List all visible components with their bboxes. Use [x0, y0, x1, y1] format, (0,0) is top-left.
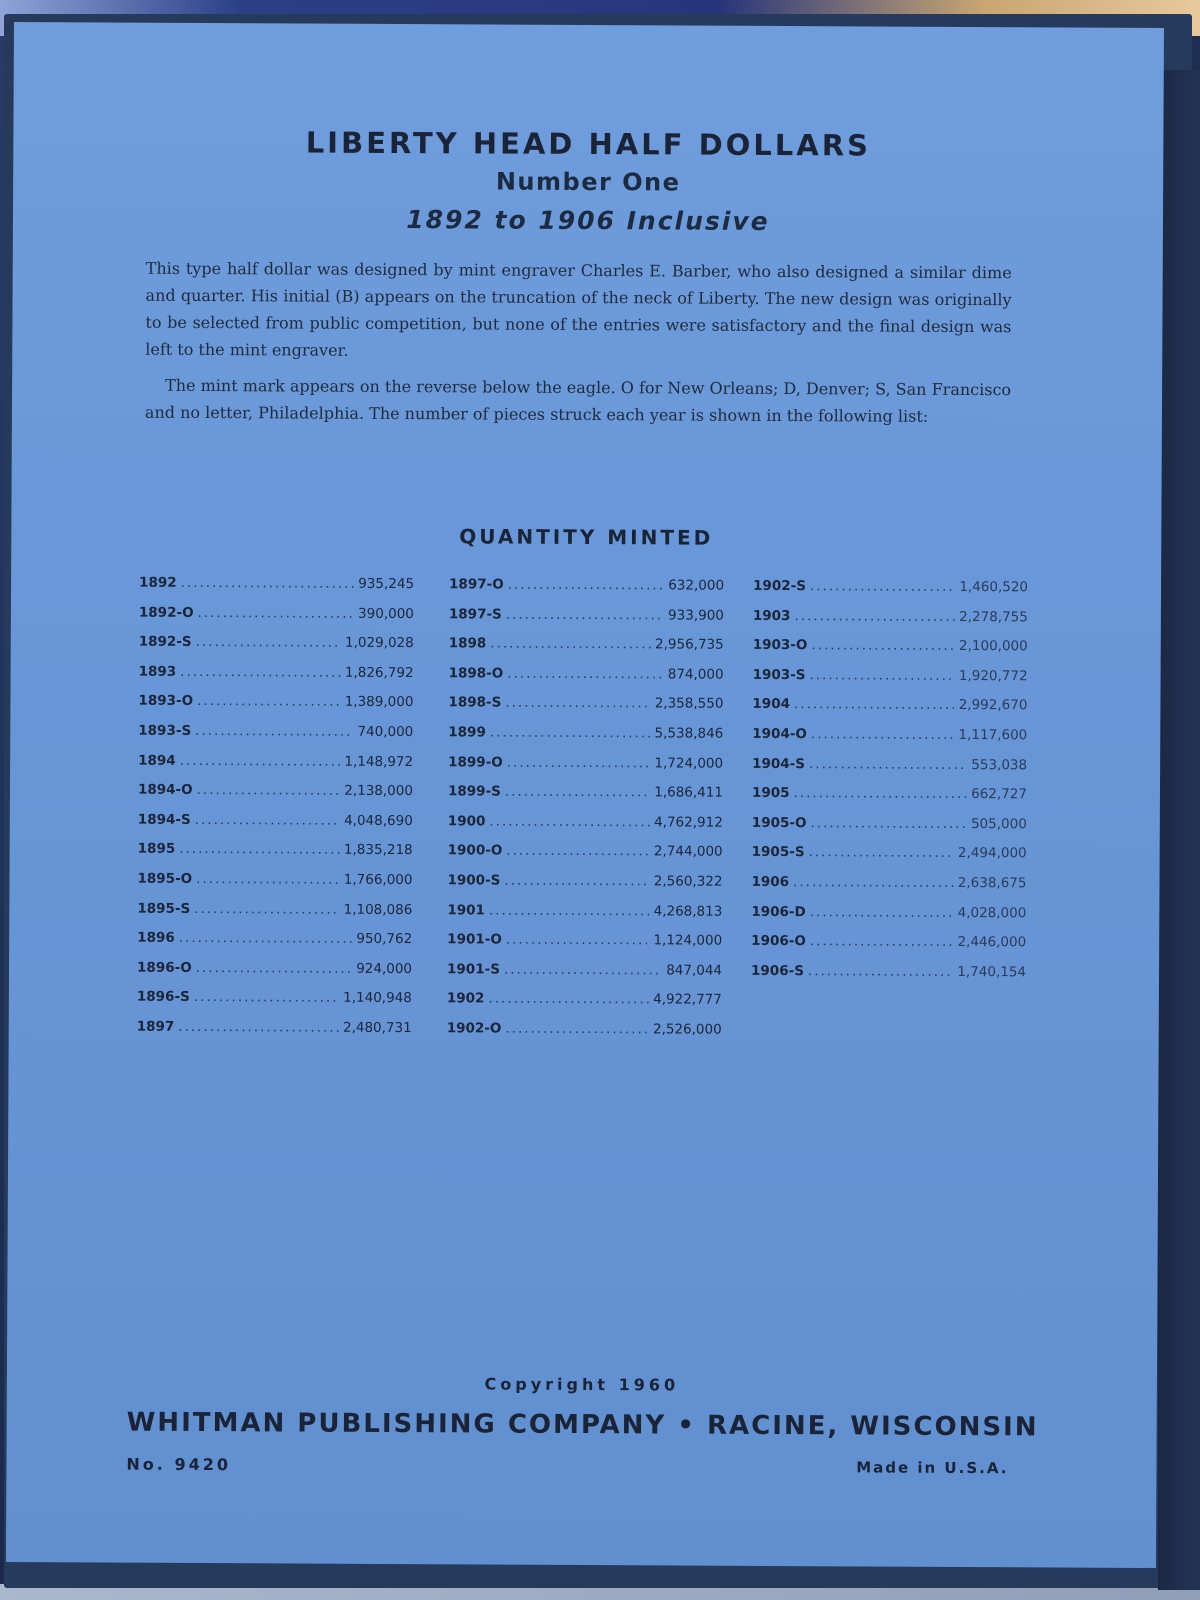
mintage-year: 1900 [447, 813, 486, 830]
mintage-entry [447, 1020, 722, 1051]
mintage-entry [752, 844, 1027, 875]
mintage-entry [448, 783, 723, 814]
mintage-entry [753, 578, 1028, 609]
dot-leader [810, 578, 955, 595]
mintage-entry [752, 696, 1027, 727]
mintage-entry [447, 931, 722, 962]
mintage-year: 1897-S [448, 605, 502, 623]
dot-leader [504, 961, 662, 978]
mintage-year: 1904 [752, 696, 791, 713]
dot-leader [194, 900, 339, 917]
mintage-quantity: 505,000 [970, 815, 1027, 833]
mintage-quantity: 874,000 [667, 666, 724, 683]
mintage-entry [447, 991, 722, 1022]
mintage-year: 1896 [137, 929, 175, 946]
mintage-quantity: 2,526,000 [652, 1021, 722, 1038]
intro-paragraph-2: The mint mark appears on the reverse below the eagle. O for New Orleans; D, Denver; S, San Francisco and no letter, Philadelphia. The number of pieces struck each year is shown in the following list: [144, 375, 1012, 426]
mintage-quantity: 1,740,154 [957, 963, 1027, 981]
mintage-quantity: 2,560,322 [653, 873, 723, 890]
mintage-quantity: 2,494,000 [957, 845, 1027, 862]
dot-leader [506, 606, 664, 623]
mintage-entry [447, 872, 722, 903]
mintage-year: 1905 [751, 785, 790, 802]
mintage-entry [137, 1019, 412, 1050]
mintage-year: 1898 [448, 635, 487, 652]
dot-leader [809, 667, 954, 684]
mintage-entry [448, 724, 723, 755]
dot-leader [488, 991, 649, 1008]
dot-leader [809, 756, 967, 773]
mintage-entry [752, 726, 1027, 757]
mintage-entry [138, 693, 413, 724]
mintage-entry [137, 989, 412, 1020]
mintage-year: 1906-O [751, 932, 806, 950]
mintage-quantity: 1,766,000 [343, 871, 413, 889]
mintage-year: 1903-O [752, 637, 808, 654]
mintage-year: 1899 [448, 724, 486, 741]
mintage-entry [449, 576, 724, 607]
dot-leader [808, 963, 953, 980]
mintage-year: 1900-O [447, 842, 503, 859]
mintage-year: 1900-S [447, 872, 501, 889]
dot-leader [489, 902, 650, 919]
mintage-quantity: 2,638,675 [957, 874, 1027, 892]
dot-leader [196, 960, 353, 977]
mintage-entry [753, 637, 1028, 668]
dot-leader [794, 696, 955, 713]
mintage-quantity: 1,148,972 [344, 753, 414, 770]
mintage-quantity: 2,480,731 [342, 1019, 412, 1037]
mintage-year: 1897-O [449, 576, 504, 593]
dot-leader [810, 933, 954, 950]
mintage-entry [751, 903, 1026, 934]
dot-leader [508, 577, 665, 594]
mintage-quantity: 1,029,028 [344, 634, 414, 652]
mintage-year: 1892-S [138, 633, 192, 651]
mintage-entry [448, 754, 723, 785]
mintage-year: 1895-S [137, 900, 191, 917]
quantity-minted-heading: QUANTITY MINTED [459, 524, 714, 550]
mintage-quantity: 1,124,000 [653, 932, 723, 949]
dot-leader [198, 605, 355, 622]
dot-leader [180, 752, 341, 769]
mintage-quantity: 2,992,670 [958, 697, 1028, 714]
dot-leader [197, 693, 341, 710]
mintage-entry [137, 959, 412, 990]
country-of-origin: Made in U.S.A. [856, 1458, 1009, 1478]
dot-leader [196, 634, 341, 651]
dot-leader [196, 871, 340, 888]
dot-leader [506, 932, 650, 949]
mintage-quantity: 553,038 [971, 756, 1028, 773]
mintage-year: 1898-S [448, 694, 502, 711]
mintage-entry [449, 635, 724, 666]
mintage-year: 1893-S [138, 722, 192, 739]
copyright-notice: Copyright 1960 [484, 1374, 680, 1395]
mintage-quantity: 1,117,600 [958, 726, 1028, 744]
mintage-quantity: 5,538,846 [654, 725, 724, 742]
dot-leader [811, 637, 955, 654]
mintage-entry [138, 723, 413, 754]
dot-leader [195, 723, 353, 740]
mintage-year: 1906-S [751, 962, 804, 979]
mintage-year: 1899-O [448, 753, 503, 771]
mintage-entry [751, 933, 1026, 964]
dot-leader [490, 724, 651, 741]
mintage-quantity: 950,762 [356, 930, 413, 948]
dot-leader [809, 845, 954, 862]
mintage-year: 1893 [138, 663, 177, 680]
mintage-year: 1902-O [446, 1020, 502, 1037]
mintage-year: 1896-S [136, 988, 190, 1006]
mintage-entry [138, 811, 413, 842]
coin-album-page [6, 22, 1164, 1568]
mintage-quantity: 2,278,755 [959, 608, 1028, 625]
dot-leader [194, 989, 339, 1006]
dot-leader [811, 726, 955, 743]
intro-paragraph-1: This type half dollar was designed by mint engraver Charles E. Barber, who also designed a similar dime and quarter. His initial (B) appears on the truncation of the neck of Liberty. The new design was originally to be selected from public competition, but none of the entries were satisfactory and the final design was left to the mint engraver. [145, 258, 1012, 360]
mintage-quantity: 1,140,948 [343, 990, 412, 1007]
mintage-year: 1894 [138, 752, 176, 769]
dot-leader [810, 904, 954, 921]
mintage-entry [447, 961, 722, 992]
mintage-entry [752, 667, 1027, 698]
mintage-quantity: 2,358,550 [654, 695, 724, 713]
mintage-year: 1896-O [137, 959, 192, 976]
mintage-year: 1903 [752, 607, 791, 624]
mintage-quantity: 1,108,086 [343, 901, 413, 918]
page-subtitle: Number One [495, 167, 681, 197]
mintage-year: 1897 [136, 1018, 175, 1035]
mintage-quantity: 2,956,735 [654, 636, 724, 653]
mintage-year: 1904-O [752, 725, 807, 743]
mintage-entry [751, 874, 1026, 905]
mintage-year: 1901-S [447, 960, 500, 978]
mintage-entry [752, 815, 1027, 846]
mintage-year: 1892 [139, 574, 177, 591]
mintage-entry [448, 813, 723, 844]
mintage-quantity: 1,724,000 [654, 754, 724, 772]
mintage-year: 1899-S [447, 783, 501, 800]
mintage-column-2 [447, 576, 724, 1051]
mintage-quantity: 4,268,813 [653, 902, 723, 920]
mintage-quantity: 4,028,000 [957, 904, 1027, 921]
album-spine [1158, 70, 1200, 1590]
dot-leader [195, 812, 340, 829]
mintage-entry [137, 871, 412, 902]
mintage-entry [139, 634, 414, 665]
mintage-entry [137, 930, 412, 961]
mintage-year: 1901-O [447, 931, 502, 948]
mintage-entry [753, 607, 1028, 638]
mintage-year: 1901 [447, 901, 485, 919]
mintage-entry [448, 695, 723, 726]
page-title: LIBERTY HEAD HALF DOLLARS [305, 125, 872, 163]
mintage-year: 1895 [137, 841, 176, 858]
mintage-entry [138, 663, 413, 694]
mintage-year: 1893-O [138, 693, 194, 710]
dot-leader [179, 930, 353, 947]
mintage-year: 1906 [751, 873, 790, 891]
mintage-quantity: 2,138,000 [344, 782, 414, 800]
mintage-entry [448, 843, 723, 874]
intro-text [145, 255, 1012, 440]
dot-leader [179, 841, 340, 858]
dot-leader [180, 664, 341, 681]
mintage-quantity: 1,686,411 [654, 784, 724, 801]
mintage-entry [137, 900, 412, 931]
dot-leader [505, 1020, 649, 1037]
mintage-quantity: 4,048,690 [344, 812, 413, 829]
mintage-quantity: 1,826,792 [344, 664, 414, 681]
dot-leader [507, 665, 664, 682]
page-heading [13, 122, 1164, 244]
dot-leader [181, 575, 355, 592]
mintage-quantity: 2,446,000 [957, 934, 1027, 951]
mintage-quantity: 390,000 [358, 605, 414, 622]
mintage-entry [138, 782, 413, 813]
mintage-entry [751, 963, 1026, 994]
mintage-entry [139, 575, 414, 606]
mintage-entry [138, 841, 413, 872]
mintage-entry [139, 604, 414, 635]
mintage-column-3 [751, 578, 1028, 994]
mintage-entry [448, 665, 723, 696]
mintage-year: 1902-S [753, 577, 807, 595]
dot-leader [504, 873, 649, 890]
mintage-year: 1894-O [137, 781, 193, 799]
mintage-year: 1906-D [751, 903, 806, 920]
mintage-year: 1892-O [138, 604, 194, 621]
mintage-quantity: 662,727 [971, 786, 1028, 803]
mintage-entry [138, 752, 413, 783]
mintage-year: 1895-O [137, 870, 193, 887]
mintage-entry [752, 755, 1027, 786]
mintage-year: 1898-O [448, 665, 504, 682]
dot-leader [489, 813, 650, 830]
mintage-year: 1902 [446, 990, 485, 1007]
mintage-quantity: 740,000 [357, 723, 414, 741]
mintage-column-1 [137, 575, 414, 1050]
dot-leader [506, 843, 650, 860]
mintage-quantity: 1,460,520 [959, 578, 1029, 596]
mintage-quantity: 1,835,218 [343, 842, 413, 859]
catalog-number: No. 9420 [126, 1454, 232, 1475]
dot-leader [793, 874, 954, 891]
dot-leader [794, 608, 955, 625]
mintage-quantity: 935,245 [358, 575, 415, 593]
mintage-entry [447, 902, 722, 933]
dot-leader [794, 785, 968, 802]
mintage-entry [449, 606, 724, 637]
mintage-quantity: 4,762,912 [654, 814, 723, 831]
mintage-quantity: 4,922,777 [653, 991, 722, 1009]
mintage-quantity: 933,900 [668, 607, 724, 624]
mintage-quantity: 2,100,000 [958, 638, 1028, 655]
dot-leader [490, 636, 651, 653]
dot-leader [507, 754, 651, 771]
dot-leader [197, 782, 341, 799]
dot-leader [178, 1019, 339, 1036]
publisher-line: WHITMAN PUBLISHING COMPANY • RACINE, WISCONSIN [126, 1407, 1039, 1443]
mintage-year: 1904-S [752, 755, 806, 772]
mintage-year: 1894-S [137, 811, 191, 828]
dot-leader [810, 815, 967, 832]
mintage-year: 1905-O [751, 814, 807, 831]
mintage-quantity: 1,920,772 [958, 667, 1028, 685]
mintage-quantity: 847,044 [666, 962, 723, 979]
mintage-entry [752, 785, 1027, 816]
dot-leader [505, 784, 650, 801]
mintage-quantity: 1,389,000 [344, 694, 414, 711]
mintage-quantity: 924,000 [356, 960, 413, 977]
mintage-year: 1905-S [751, 844, 805, 861]
date-range: 1892 to 1906 Inclusive [406, 205, 770, 236]
mintage-quantity: 2,744,000 [653, 843, 723, 861]
dot-leader [505, 695, 650, 712]
mintage-year: 1903-S [752, 666, 806, 683]
mintage-quantity: 632,000 [668, 577, 725, 594]
